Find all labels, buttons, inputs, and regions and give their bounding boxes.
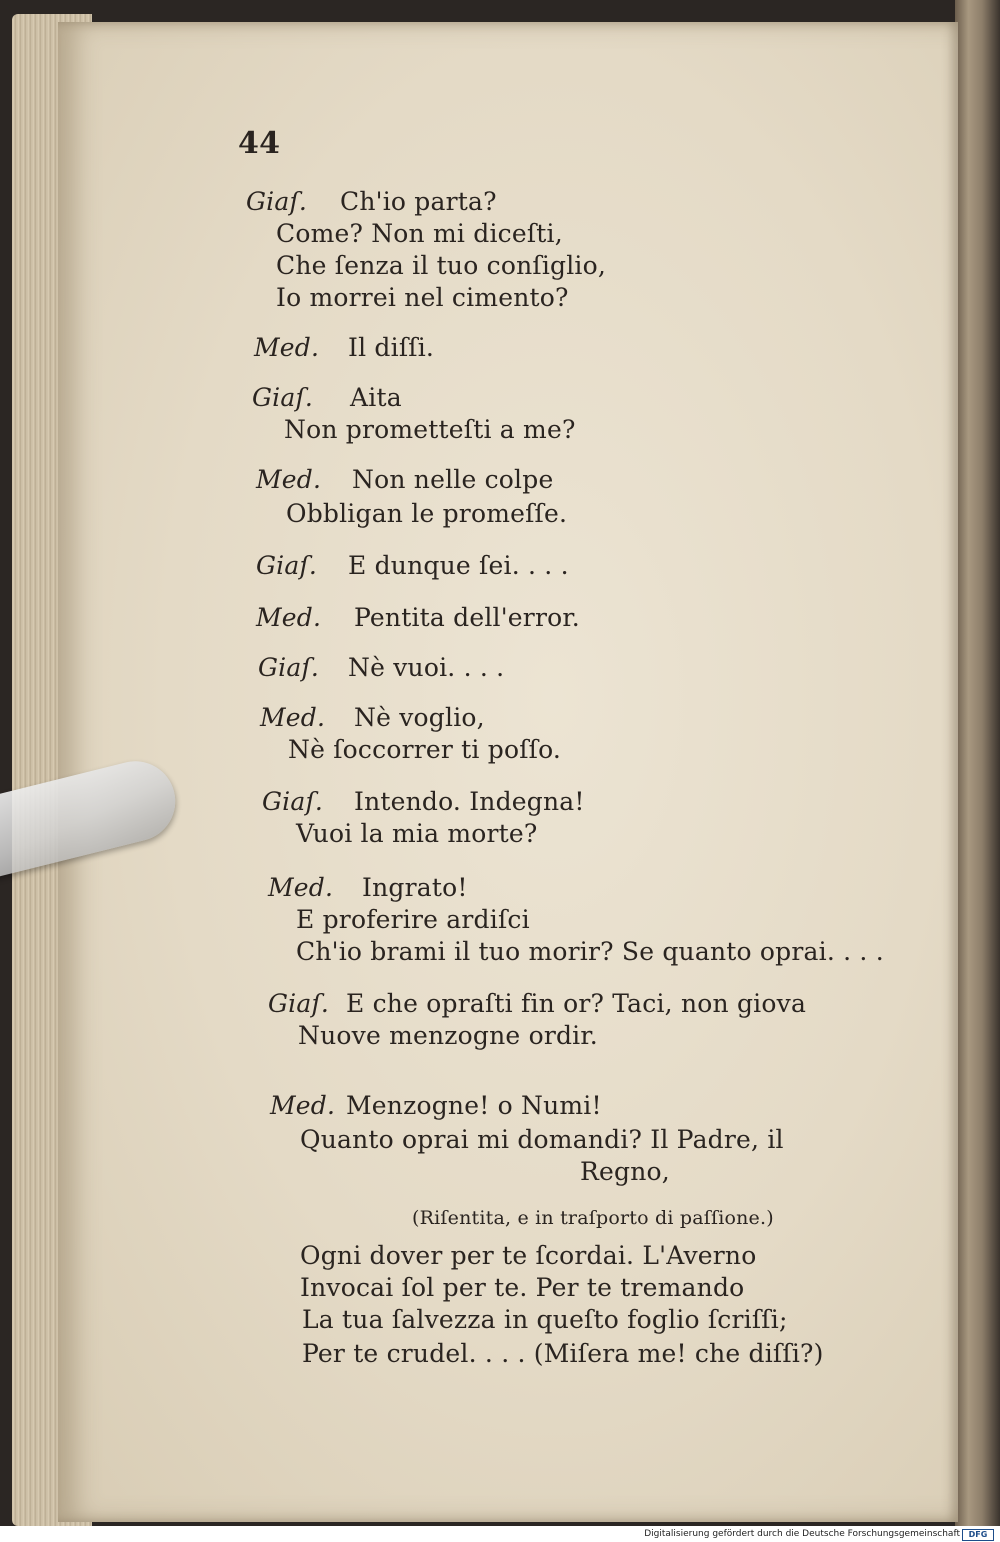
dialogue-line: E che opraſti fin or? Taci, non giova	[346, 989, 807, 1018]
dialogue-line: Il diſſi.	[348, 333, 435, 362]
dialogue-line: Ingrato!	[362, 873, 468, 902]
funding-credit: Digitalisierung gefördert durch die Deutsche Forschungsgemeinschaft	[644, 1529, 960, 1539]
dialogue-line: Regno,	[580, 1157, 670, 1186]
dialogue-line: Non prometteſti a me?	[284, 415, 576, 444]
dialogue-line: Menzogne! o Numi!	[346, 1091, 602, 1120]
dialogue-line: Nè voglio,	[354, 703, 485, 732]
dialogue-line: Pentita dell'error.	[354, 603, 580, 632]
speaker-label: Med.	[256, 465, 322, 494]
dialogue-line: Nè vuoi. . . .	[348, 653, 505, 682]
speaker-label: Med.	[270, 1091, 336, 1120]
speaker-label: Med.	[268, 873, 334, 902]
dialogue-line: Invocai ſol per te. Per te tremando	[300, 1273, 745, 1302]
speaker-label: Med.	[254, 333, 320, 362]
digitization-footer	[0, 1526, 1000, 1542]
dialogue-line: E dunque ſei. . . .	[348, 551, 569, 580]
speaker-label: Giaſ.	[246, 187, 308, 216]
adjacent-page-edge	[955, 0, 1000, 1530]
dialogue-line: Obbligan le promeſſe.	[286, 499, 568, 528]
dialogue-line: Ch'io brami il tuo morir? Se quanto oprai. . . .	[296, 937, 884, 966]
dialogue-line: Vuoi la mia morte?	[296, 819, 538, 848]
speaker-label: Giaſ.	[268, 989, 330, 1018]
dialogue-line: Nè ſoccorrer ti poſſo.	[288, 735, 562, 764]
dialogue-line: Per te crudel. . . . (Miſera me! che diſſi?)	[302, 1339, 824, 1368]
speaker-label: Giaſ.	[252, 383, 314, 412]
dfg-logo: DFG	[962, 1529, 994, 1541]
dialogue-line: La tua ſalvezza in queſto foglio ſcriſſi;	[302, 1305, 788, 1334]
speaker-label: Med.	[256, 603, 322, 632]
dialogue-line: Nuove menzogne ordir.	[298, 1021, 598, 1050]
dialogue-line: E proferire ardiſci	[296, 905, 530, 934]
speaker-label: Giaſ.	[262, 787, 324, 816]
dialogue-line: Non nelle colpe	[352, 465, 554, 494]
speaker-label: Giaſ.	[258, 653, 320, 682]
dialogue-line: Che ſenza il tuo conſiglio,	[276, 251, 607, 280]
dialogue-line: Ogni dover per te ſcordai. L'Averno	[300, 1241, 757, 1270]
dialogue-line: Aita	[350, 383, 402, 412]
dialogue-line: Ch'io parta?	[340, 187, 497, 216]
stage-direction: (Riſentita, e in traſporto di paſſione.)	[412, 1207, 774, 1229]
page-number: 44	[238, 126, 281, 161]
dialogue-line: Come? Non mi diceſti,	[276, 219, 563, 248]
speaker-label: Giaſ.	[256, 551, 318, 580]
dialogue-line: Io morrei nel cimento?	[276, 283, 569, 312]
dialogue-line: Intendo. Indegna!	[354, 787, 585, 816]
dialogue-line: Quanto oprai mi domandi? Il Padre, il	[300, 1125, 784, 1154]
speaker-label: Med.	[260, 703, 326, 732]
